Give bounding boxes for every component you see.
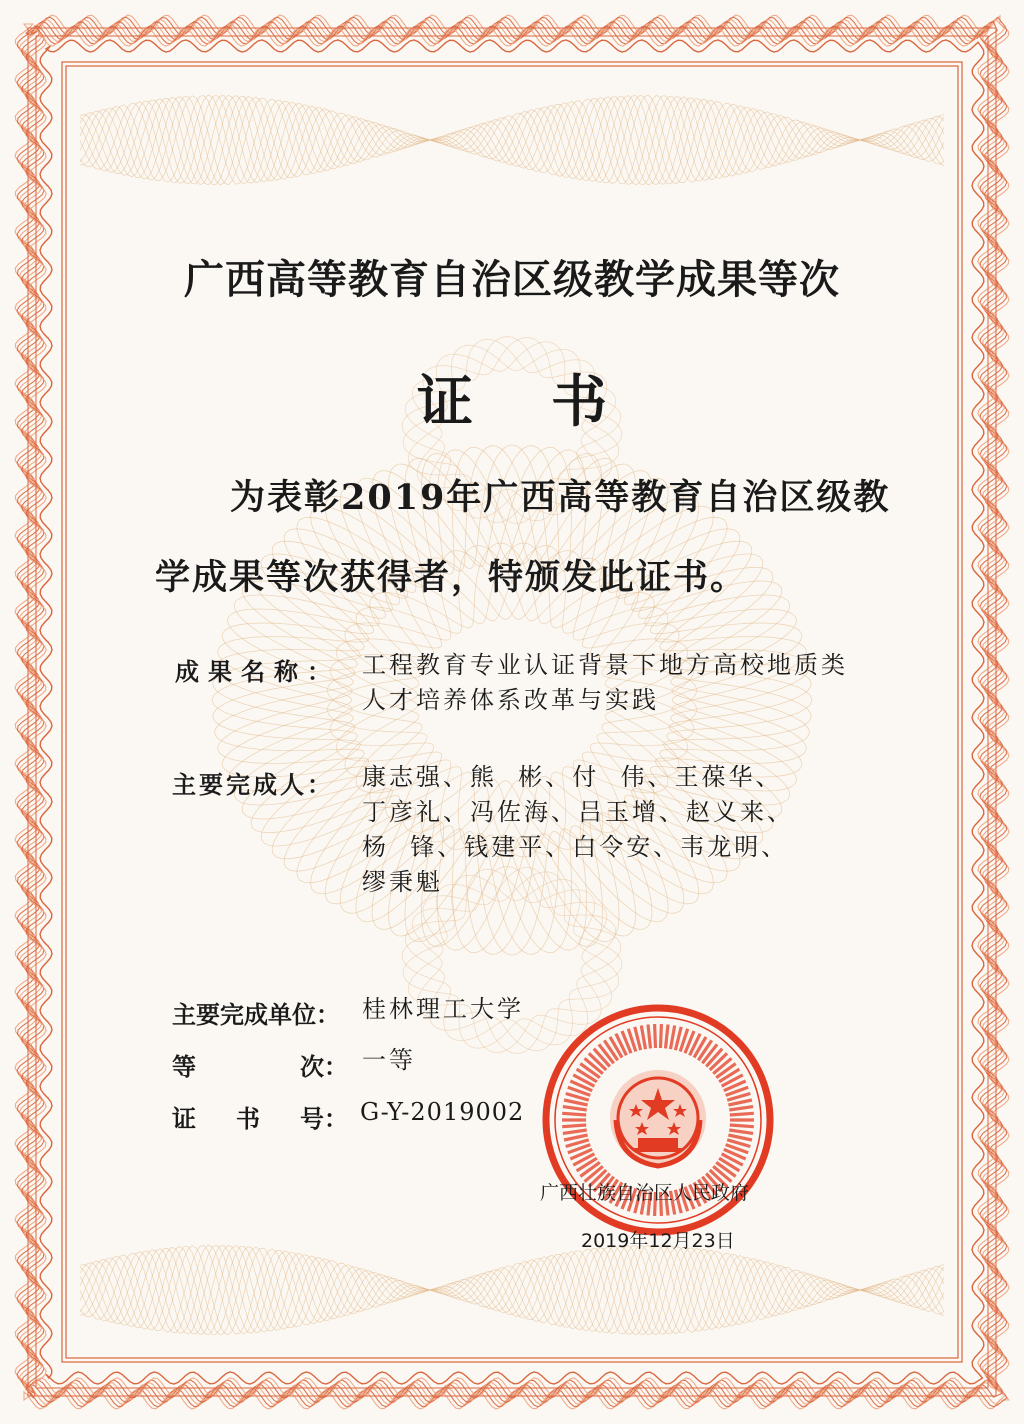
grade-label-b: 次： <box>300 1053 348 1081</box>
national-emblem-icon <box>610 1070 706 1166</box>
citation-line-2: 学成果等次获得者，特颁发此证书。 <box>155 557 748 598</box>
persons-line-1: 康志强、熊 彬、付 伟、王葆华、 <box>362 763 783 791</box>
achievement-label: 成果名称： <box>175 658 340 686</box>
unit-label: 主要完成单位： <box>172 1001 340 1029</box>
achievement-line-1: 工程教育专业认证背景下地方高校地质类 <box>362 651 848 679</box>
issue-date: 2019年12月23日 <box>581 1230 735 1252</box>
grade-label-a: 等 <box>172 1053 196 1081</box>
persons-line-4: 缪秉魁 <box>362 868 443 896</box>
achievement-line-2: 人才培养体系改革与实践 <box>362 686 659 714</box>
persons-label: 主要完成人： <box>172 771 334 799</box>
certificate-title: 广西高等教育自治区级教学成果等次 <box>184 257 840 303</box>
persons-line-3: 杨 锋、钱建平、白令安、韦龙明、 <box>362 833 789 861</box>
number-label-b: 书 <box>236 1105 260 1133</box>
persons-line-2: 丁彦礼、冯佐海、吕玉增、赵义来、 <box>362 798 794 826</box>
unit-value: 桂林理工大学 <box>362 995 524 1023</box>
citation-line-1: 为表彰2019年广西高等教育自治区级教 <box>230 477 891 518</box>
issuer-name: 广西壮族自治区人民政府 <box>540 1182 750 1204</box>
certificate-number: G-Y-2019002 <box>360 1098 525 1126</box>
certificate-heading: 证 书 <box>417 370 607 435</box>
number-label-a: 证 <box>172 1105 196 1133</box>
grade-value: 一等 <box>362 1046 416 1074</box>
number-label-c: 号： <box>300 1105 348 1133</box>
